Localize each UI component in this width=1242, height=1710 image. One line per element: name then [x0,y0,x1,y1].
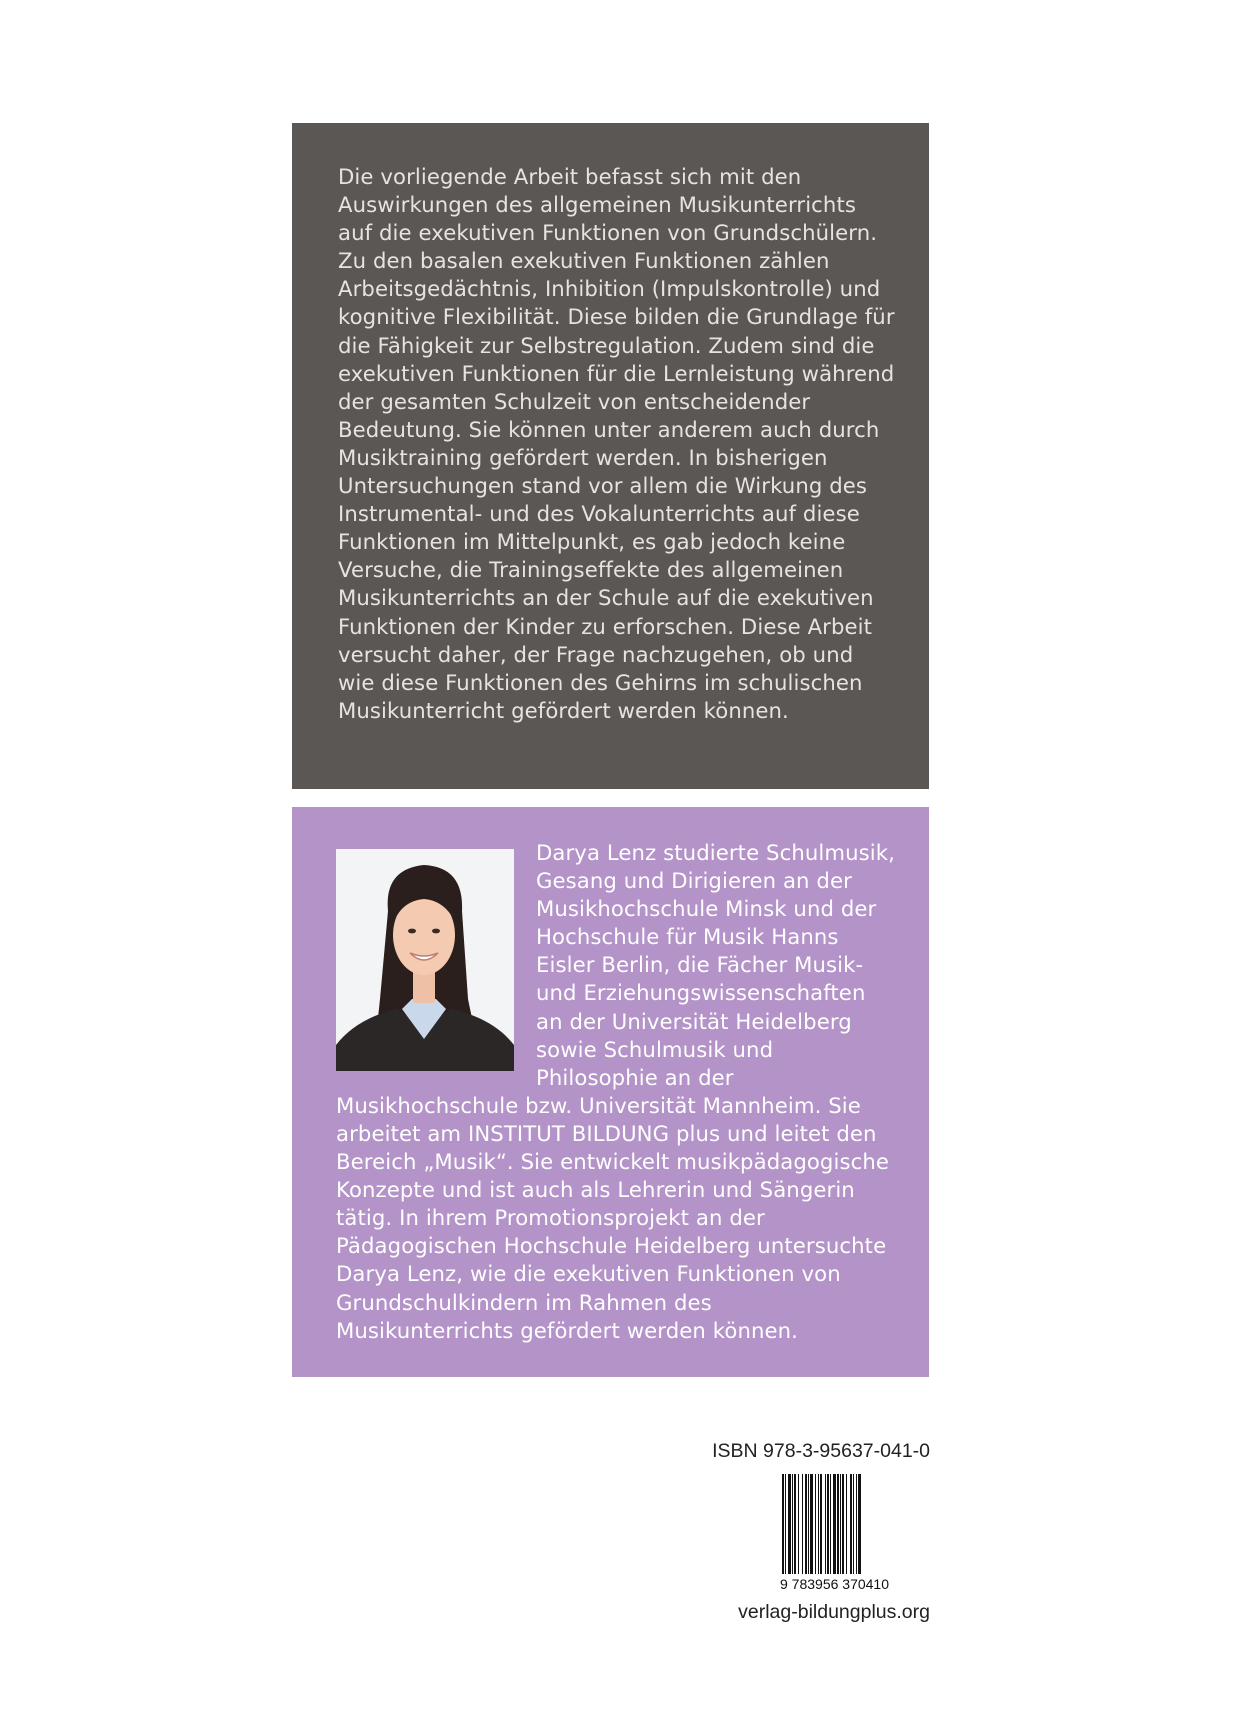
barcode-bar [820,1474,822,1574]
barcode-bars [780,1474,930,1574]
barcode-bar [850,1474,852,1574]
abstract-text: Die vorliegende Arbeit befasst sich mit den Auswirkungen des allgemeinen Musikunterrichts auf die exekutiven Funktionen von Grundschülern. Zu den basalen exekutiven Funktionen zählen Arbeitsgedächtnis, Inhibition (Impulskontrolle) und kognitive Flexibilität. Diese bilden die Grundlage für die Fähigkeit zur Selbstregulation. Zudem sind die exekutiven Funktionen für die Lernleistung während der gesamten Schulzeit von entscheidender Bedeutung. Sie können unter anderem auch durch Musiktraining gefördert werden. In bisherigen Untersuchungen stand vor allem die Wirkung des Instrumental- und des Vokalunterrichts auf diese Funktionen im Mittelpunkt, es gab jedoch keine Versuche, die Trainingseffekte des allgemeinen Musikunterrichts an der Schule auf die exekutiven Funktionen der Kinder zu erforschen. Diese Arbeit versucht daher, der Frage nachzugehen, ob und wie diese Funktionen des Gehirns im schulischen Musikunterricht gefördert werden können. [338,164,895,723]
barcode-bar [856,1474,857,1574]
author-photo [336,849,514,1071]
author-portrait-image [336,849,514,1071]
barcode-bar [798,1474,799,1574]
abstract-panel [292,123,929,789]
author-bio-panel [292,807,929,1377]
publisher-url: verlag-bildungplus.org [738,1601,930,1623]
barcode-bar [788,1474,791,1574]
barcode-bar [837,1474,839,1574]
barcode-bar [827,1474,829,1574]
barcode-bar [782,1474,784,1574]
barcode-bar [792,1474,793,1574]
barcode [780,1474,930,1596]
barcode-bar [825,1474,826,1574]
barcode-bar [833,1474,836,1574]
barcode-bar [846,1474,847,1574]
author-bio-text: Darya Lenz studierte Schulmusik, Gesang und Dirigieren an der Musikhochschule Minsk und der Hochschule für Musik Hanns Eisler Berlin, die Fächer Musik- und Erziehungswissenschaften an der Universität Heidelberg sowie Schulmusik und Philosophie an der Musikhochschule bzw. Universität Mannheim. Sie arbeitet am INSTITUT BILDUNG plus und leitet den Bereich „Musik“. Sie entwickelt musikpädagogische Konzepte und ist auch als Lehrerin und Sängerin tätig. In ihrem Promotionsprojekt an der Pädagogischen Hochschule Heidelberg untersuchte Darya Lenz, wie die exekutiven Funktionen von Grundschulkindern im Rahmen des Musikunterrichts gefördert werden können. [336,840,895,1343]
barcode-bar [805,1474,807,1574]
barcode-bar [802,1474,803,1574]
barcode-bar [815,1474,816,1574]
barcode-number: 9 783956 370410 [780,1576,889,1592]
barcode-bar [785,1474,786,1574]
barcode-bar [858,1474,861,1574]
barcode-bar [810,1474,813,1574]
isbn-label: ISBN 978-3-95637-041-0 [712,1440,930,1462]
barcode-bar [842,1474,844,1574]
barcode-bar [794,1474,796,1574]
barcode-bar [840,1474,841,1574]
barcode-bar [830,1474,831,1574]
barcode-bar [853,1474,854,1574]
barcode-bar [808,1474,809,1574]
barcode-bar [818,1474,819,1574]
